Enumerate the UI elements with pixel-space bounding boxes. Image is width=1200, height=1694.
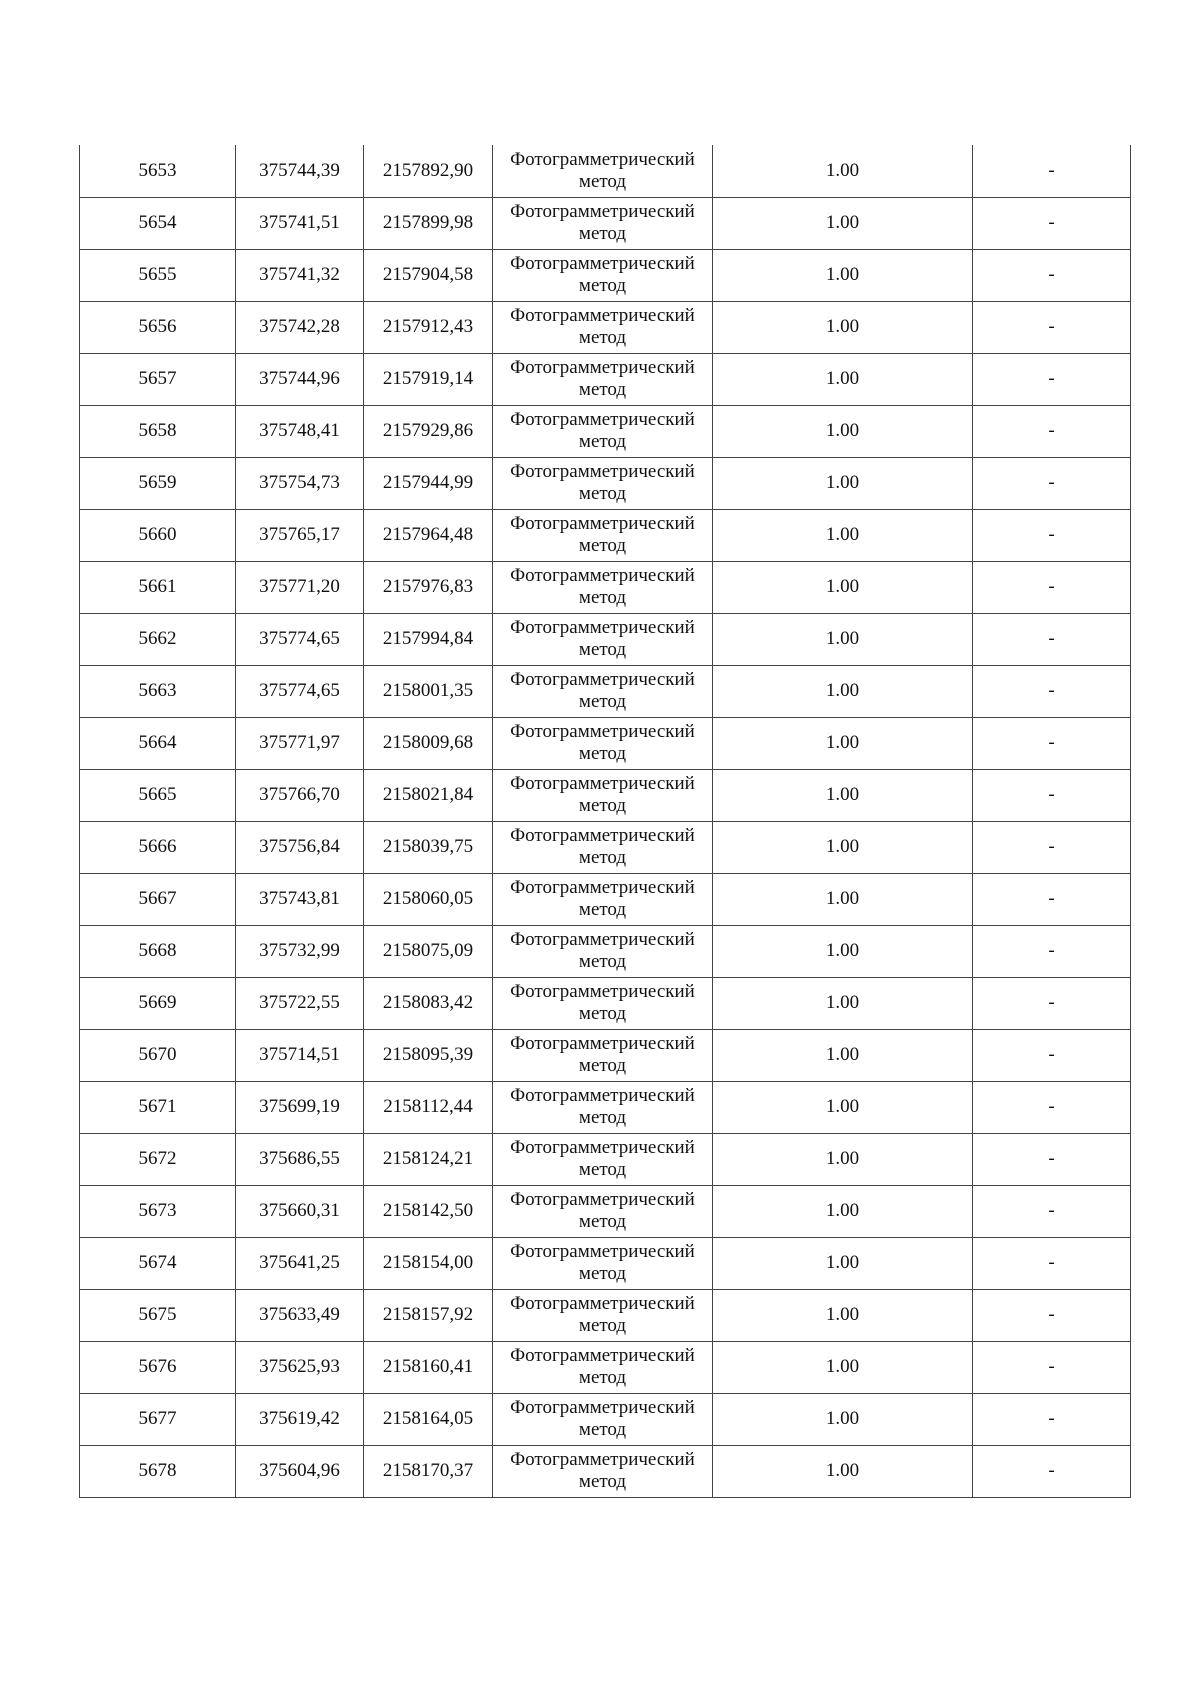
table-row — [80, 1133, 1131, 1185]
note-cell: - — [973, 769, 1131, 821]
y-coordinate-cell: 2158021,84 — [364, 769, 493, 821]
note-cell: - — [973, 1393, 1131, 1445]
accuracy-cell: 1.00 — [713, 561, 973, 613]
x-coordinate-cell: 375625,93 — [236, 1341, 364, 1393]
table-row — [80, 873, 1131, 925]
x-coordinate-cell: 375742,28 — [236, 301, 364, 353]
accuracy-cell: 1.00 — [713, 665, 973, 717]
note-cell: - — [973, 301, 1131, 353]
table-row — [80, 1341, 1131, 1393]
x-coordinate-cell: 375619,42 — [236, 1393, 364, 1445]
point-number-cell: 5671 — [80, 1081, 236, 1133]
point-number-cell: 5663 — [80, 665, 236, 717]
point-number-cell: 5675 — [80, 1289, 236, 1341]
method-cell: Фотограмметрический метод — [493, 769, 713, 821]
point-number-cell: 5665 — [80, 769, 236, 821]
method-cell: Фотограмметрический метод — [493, 197, 713, 249]
point-number-cell: 5664 — [80, 717, 236, 769]
note-cell: - — [973, 197, 1131, 249]
table-row — [80, 769, 1131, 821]
point-number-cell: 5656 — [80, 301, 236, 353]
method-cell: Фотограмметрический метод — [493, 821, 713, 873]
y-coordinate-cell: 2158060,05 — [364, 873, 493, 925]
table-row — [80, 613, 1131, 665]
x-coordinate-cell: 375771,20 — [236, 561, 364, 613]
y-coordinate-cell: 2158001,35 — [364, 665, 493, 717]
point-number-cell: 5668 — [80, 925, 236, 977]
table-row — [80, 1185, 1131, 1237]
accuracy-cell: 1.00 — [713, 1133, 973, 1185]
note-cell: - — [973, 249, 1131, 301]
x-coordinate-cell: 375754,73 — [236, 457, 364, 509]
table-row — [80, 509, 1131, 561]
note-cell: - — [973, 561, 1131, 613]
point-number-cell: 5657 — [80, 353, 236, 405]
x-coordinate-cell: 375714,51 — [236, 1029, 364, 1081]
point-number-cell: 5659 — [80, 457, 236, 509]
table-row — [80, 561, 1131, 613]
point-number-cell: 5661 — [80, 561, 236, 613]
y-coordinate-cell: 2158164,05 — [364, 1393, 493, 1445]
point-number-cell: 5662 — [80, 613, 236, 665]
method-cell: Фотограмметрический метод — [493, 301, 713, 353]
x-coordinate-cell: 375732,99 — [236, 925, 364, 977]
table-row — [80, 145, 1131, 197]
y-coordinate-cell: 2157964,48 — [364, 509, 493, 561]
x-coordinate-cell: 375771,97 — [236, 717, 364, 769]
table-row — [80, 1029, 1131, 1081]
accuracy-cell: 1.00 — [713, 1393, 973, 1445]
note-cell: - — [973, 1445, 1131, 1497]
point-number-cell: 5673 — [80, 1185, 236, 1237]
point-number-cell: 5667 — [80, 873, 236, 925]
accuracy-cell: 1.00 — [713, 977, 973, 1029]
accuracy-cell: 1.00 — [713, 873, 973, 925]
point-number-cell: 5676 — [80, 1341, 236, 1393]
table-row — [80, 1393, 1131, 1445]
table-row — [80, 249, 1131, 301]
x-coordinate-cell: 375686,55 — [236, 1133, 364, 1185]
note-cell: - — [973, 1081, 1131, 1133]
x-coordinate-cell: 375604,96 — [236, 1445, 364, 1497]
accuracy-cell: 1.00 — [713, 1185, 973, 1237]
method-cell: Фотограмметрический метод — [493, 353, 713, 405]
y-coordinate-cell: 2158112,44 — [364, 1081, 493, 1133]
y-coordinate-cell: 2157904,58 — [364, 249, 493, 301]
accuracy-cell: 1.00 — [713, 769, 973, 821]
x-coordinate-cell: 375748,41 — [236, 405, 364, 457]
y-coordinate-cell: 2158124,21 — [364, 1133, 493, 1185]
x-coordinate-cell: 375743,81 — [236, 873, 364, 925]
accuracy-cell: 1.00 — [713, 1445, 973, 1497]
y-coordinate-cell: 2158154,00 — [364, 1237, 493, 1289]
point-number-cell: 5660 — [80, 509, 236, 561]
method-cell: Фотограмметрический метод — [493, 509, 713, 561]
note-cell: - — [973, 821, 1131, 873]
x-coordinate-cell: 375660,31 — [236, 1185, 364, 1237]
table-row — [80, 301, 1131, 353]
note-cell: - — [973, 405, 1131, 457]
note-cell: - — [973, 873, 1131, 925]
method-cell: Фотограмметрический метод — [493, 145, 713, 197]
note-cell: - — [973, 1289, 1131, 1341]
y-coordinate-cell: 2157912,43 — [364, 301, 493, 353]
table-row — [80, 1445, 1131, 1497]
accuracy-cell: 1.00 — [713, 821, 973, 873]
note-cell: - — [973, 1133, 1131, 1185]
x-coordinate-cell: 375766,70 — [236, 769, 364, 821]
table-row — [80, 1289, 1131, 1341]
table-row — [80, 457, 1131, 509]
method-cell: Фотограмметрический метод — [493, 1081, 713, 1133]
method-cell: Фотограмметрический метод — [493, 1237, 713, 1289]
x-coordinate-cell: 375744,39 — [236, 145, 364, 197]
coordinates-table-body — [80, 145, 1131, 1497]
y-coordinate-cell: 2157892,90 — [364, 145, 493, 197]
note-cell: - — [973, 145, 1131, 197]
x-coordinate-cell: 375741,32 — [236, 249, 364, 301]
accuracy-cell: 1.00 — [713, 249, 973, 301]
coordinates-table — [79, 145, 1131, 1498]
accuracy-cell: 1.00 — [713, 353, 973, 405]
accuracy-cell: 1.00 — [713, 1237, 973, 1289]
point-number-cell: 5655 — [80, 249, 236, 301]
y-coordinate-cell: 2157944,99 — [364, 457, 493, 509]
point-number-cell: 5672 — [80, 1133, 236, 1185]
point-number-cell: 5674 — [80, 1237, 236, 1289]
method-cell: Фотограмметрический метод — [493, 561, 713, 613]
method-cell: Фотограмметрический метод — [493, 1289, 713, 1341]
method-cell: Фотограмметрический метод — [493, 665, 713, 717]
y-coordinate-cell: 2158039,75 — [364, 821, 493, 873]
x-coordinate-cell: 375722,55 — [236, 977, 364, 1029]
table-row — [80, 717, 1131, 769]
y-coordinate-cell: 2158142,50 — [364, 1185, 493, 1237]
point-number-cell: 5669 — [80, 977, 236, 1029]
y-coordinate-cell: 2157976,83 — [364, 561, 493, 613]
accuracy-cell: 1.00 — [713, 509, 973, 561]
table-row — [80, 821, 1131, 873]
x-coordinate-cell: 375741,51 — [236, 197, 364, 249]
note-cell: - — [973, 509, 1131, 561]
method-cell: Фотограмметрический метод — [493, 613, 713, 665]
method-cell: Фотограмметрический метод — [493, 249, 713, 301]
method-cell: Фотограмметрический метод — [493, 1133, 713, 1185]
x-coordinate-cell: 375744,96 — [236, 353, 364, 405]
method-cell: Фотограмметрический метод — [493, 1029, 713, 1081]
table-row — [80, 197, 1131, 249]
accuracy-cell: 1.00 — [713, 301, 973, 353]
note-cell: - — [973, 717, 1131, 769]
accuracy-cell: 1.00 — [713, 457, 973, 509]
accuracy-cell: 1.00 — [713, 717, 973, 769]
note-cell: - — [973, 665, 1131, 717]
y-coordinate-cell: 2158160,41 — [364, 1341, 493, 1393]
x-coordinate-cell: 375641,25 — [236, 1237, 364, 1289]
point-number-cell: 5677 — [80, 1393, 236, 1445]
note-cell: - — [973, 457, 1131, 509]
accuracy-cell: 1.00 — [713, 1341, 973, 1393]
x-coordinate-cell: 375774,65 — [236, 613, 364, 665]
accuracy-cell: 1.00 — [713, 405, 973, 457]
point-number-cell: 5658 — [80, 405, 236, 457]
method-cell: Фотограмметрический метод — [493, 405, 713, 457]
table-row — [80, 405, 1131, 457]
note-cell: - — [973, 925, 1131, 977]
accuracy-cell: 1.00 — [713, 1029, 973, 1081]
y-coordinate-cell: 2157899,98 — [364, 197, 493, 249]
method-cell: Фотограмметрический метод — [493, 717, 713, 769]
note-cell: - — [973, 1237, 1131, 1289]
y-coordinate-cell: 2157994,84 — [364, 613, 493, 665]
point-number-cell: 5666 — [80, 821, 236, 873]
note-cell: - — [973, 1341, 1131, 1393]
note-cell: - — [973, 353, 1131, 405]
y-coordinate-cell: 2158075,09 — [364, 925, 493, 977]
y-coordinate-cell: 2158157,92 — [364, 1289, 493, 1341]
accuracy-cell: 1.00 — [713, 613, 973, 665]
x-coordinate-cell: 375774,65 — [236, 665, 364, 717]
method-cell: Фотограмметрический метод — [493, 1185, 713, 1237]
accuracy-cell: 1.00 — [713, 1289, 973, 1341]
point-number-cell: 5678 — [80, 1445, 236, 1497]
note-cell: - — [973, 1185, 1131, 1237]
method-cell: Фотограмметрический метод — [493, 925, 713, 977]
x-coordinate-cell: 375756,84 — [236, 821, 364, 873]
note-cell: - — [973, 977, 1131, 1029]
point-number-cell: 5653 — [80, 145, 236, 197]
accuracy-cell: 1.00 — [713, 145, 973, 197]
table-row — [80, 1237, 1131, 1289]
table-row — [80, 353, 1131, 405]
accuracy-cell: 1.00 — [713, 1081, 973, 1133]
x-coordinate-cell: 375633,49 — [236, 1289, 364, 1341]
x-coordinate-cell: 375765,17 — [236, 509, 364, 561]
table-row — [80, 977, 1131, 1029]
accuracy-cell: 1.00 — [713, 197, 973, 249]
note-cell: - — [973, 613, 1131, 665]
point-number-cell: 5670 — [80, 1029, 236, 1081]
method-cell: Фотограмметрический метод — [493, 1393, 713, 1445]
table-row — [80, 925, 1131, 977]
y-coordinate-cell: 2158083,42 — [364, 977, 493, 1029]
note-cell: - — [973, 1029, 1131, 1081]
method-cell: Фотограмметрический метод — [493, 977, 713, 1029]
accuracy-cell: 1.00 — [713, 925, 973, 977]
method-cell: Фотограмметрический метод — [493, 457, 713, 509]
y-coordinate-cell: 2158095,39 — [364, 1029, 493, 1081]
y-coordinate-cell: 2158009,68 — [364, 717, 493, 769]
method-cell: Фотограмметрический метод — [493, 873, 713, 925]
y-coordinate-cell: 2157919,14 — [364, 353, 493, 405]
table-row — [80, 665, 1131, 717]
x-coordinate-cell: 375699,19 — [236, 1081, 364, 1133]
y-coordinate-cell: 2158170,37 — [364, 1445, 493, 1497]
method-cell: Фотограмметрический метод — [493, 1341, 713, 1393]
point-number-cell: 5654 — [80, 197, 236, 249]
y-coordinate-cell: 2157929,86 — [364, 405, 493, 457]
method-cell: Фотограмметрический метод — [493, 1445, 713, 1497]
table-row — [80, 1081, 1131, 1133]
